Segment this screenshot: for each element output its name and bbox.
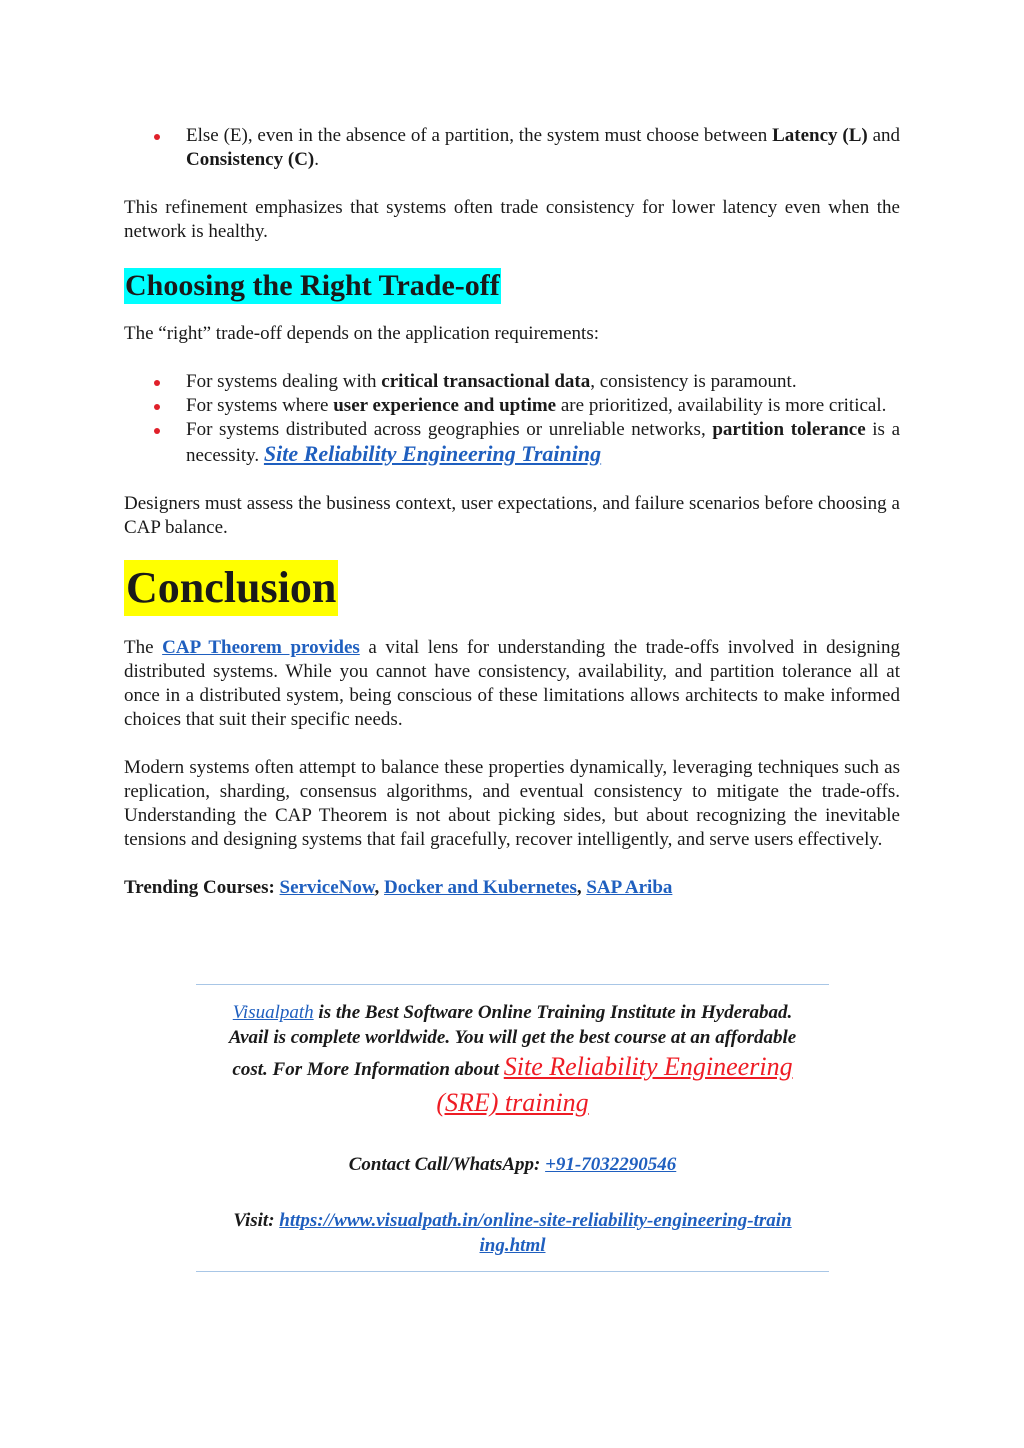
sap-ariba-link[interactable]: SAP Ariba	[586, 877, 673, 898]
bullet-icon	[154, 404, 160, 410]
list-item	[124, 394, 900, 418]
bullet-icon	[154, 134, 160, 140]
promo-text: is the Best Software Online Training Institute in Hyderabad.	[313, 1002, 793, 1023]
promo-line-2: Avail is complete worldwide. You will get the best course at an affordable	[228, 1027, 797, 1048]
refinement-paragraph: This refinement emphasizes that systems often trade consistency for lower latency even when the network is healthy.	[124, 197, 900, 242]
bullet-icon	[154, 428, 160, 434]
bullet-icon	[154, 380, 160, 386]
bold-term: Latency (L)	[772, 125, 868, 146]
top-bullet-list	[124, 124, 900, 172]
bullet-text: .	[314, 149, 319, 170]
trending-courses	[124, 876, 900, 900]
paragraph-text: a vital lens for understanding the trade-offs involved in designing distributed systems. While you cannot have consistency, availability, and partition tolerance all at once in a distributed system, being conscious of these limitations allows architects to make informed choices that suit their specific needs.	[124, 637, 900, 730]
bullet-text: For systems where	[186, 395, 334, 416]
bullet-text: are prioritized, availability is more critical.	[556, 395, 887, 416]
separator: ,	[576, 877, 587, 898]
website-link[interactable]: https://www.visualpath.in/online-site-reliability-engineering-training.html	[279, 1210, 792, 1256]
bullet-text: Else (E), even in the absence of a partition, the system must choose between	[186, 125, 773, 146]
conclusion-paragraph-1	[124, 636, 900, 732]
bullet-text: For systems distributed across geographies or unreliable networks,	[186, 419, 713, 440]
visit-line	[233, 1208, 793, 1258]
visit-label: Visit:	[233, 1210, 280, 1231]
bold-term: user experience and uptime	[333, 395, 557, 416]
visualpath-link[interactable]: Visualpath	[232, 1002, 314, 1023]
separator: ,	[374, 877, 385, 898]
paragraph-text: The	[124, 637, 163, 658]
contact-label: Contact Call/WhatsApp:	[348, 1154, 546, 1175]
tradeoff-bullet-list	[124, 370, 900, 468]
bullet-text: , consistency is paramount.	[590, 371, 797, 392]
bold-term: critical transactional data	[381, 371, 591, 392]
promo-line-3	[203, 1050, 823, 1122]
bold-term: Consistency (C)	[186, 149, 315, 170]
bullet-text: and	[867, 125, 901, 146]
cap-theorem-link[interactable]: CAP Theorem provides	[162, 637, 360, 658]
promo-line-1	[196, 1000, 829, 1025]
contact-line	[196, 1152, 829, 1177]
docker-kubernetes-link[interactable]: Docker and Kubernetes	[384, 877, 577, 898]
phone-link[interactable]: +91-7032290546	[545, 1154, 677, 1175]
bold-term: partition tolerance	[712, 419, 866, 440]
designers-paragraph: Designers must assess the business context, user expectations, and failure scenarios before choosing a CAP balance.	[124, 493, 900, 538]
list-item	[124, 124, 900, 172]
section-heading: Choosing the Right Trade-off	[125, 269, 500, 302]
promo-box	[196, 984, 829, 1272]
promo-text: cost. For More Information about	[232, 1059, 504, 1080]
conclusion-paragraph-2: Modern systems often attempt to balance these properties dynamically, leveraging techniques such as replication, sharding, consensus algorithms, and eventual consistency to mitigate the trade-offs. Understanding the CAP Theorem is not about picking sides, but about recognizing the inevitable tensions and designing systems that fail gracefully, recover intelligently, and serve users effectively.	[124, 757, 900, 850]
conclusion-heading: Conclusion	[124, 560, 338, 616]
document-page	[124, 124, 900, 900]
sre-training-link[interactable]: Site Reliability Engineering Training	[263, 441, 602, 466]
trending-label: Trending Courses:	[124, 877, 280, 898]
bullet-text: For systems dealing with	[186, 371, 382, 392]
list-item	[124, 370, 900, 394]
tradeoff-intro: The “right” trade-off depends on the application requirements:	[124, 323, 599, 344]
sre-course-link[interactable]: Site Reliability Engineering (SRE) training	[436, 1052, 793, 1117]
bullet-text: is a necessity.	[186, 419, 900, 466]
list-item	[124, 418, 900, 468]
servicenow-link[interactable]: ServiceNow	[279, 877, 375, 898]
